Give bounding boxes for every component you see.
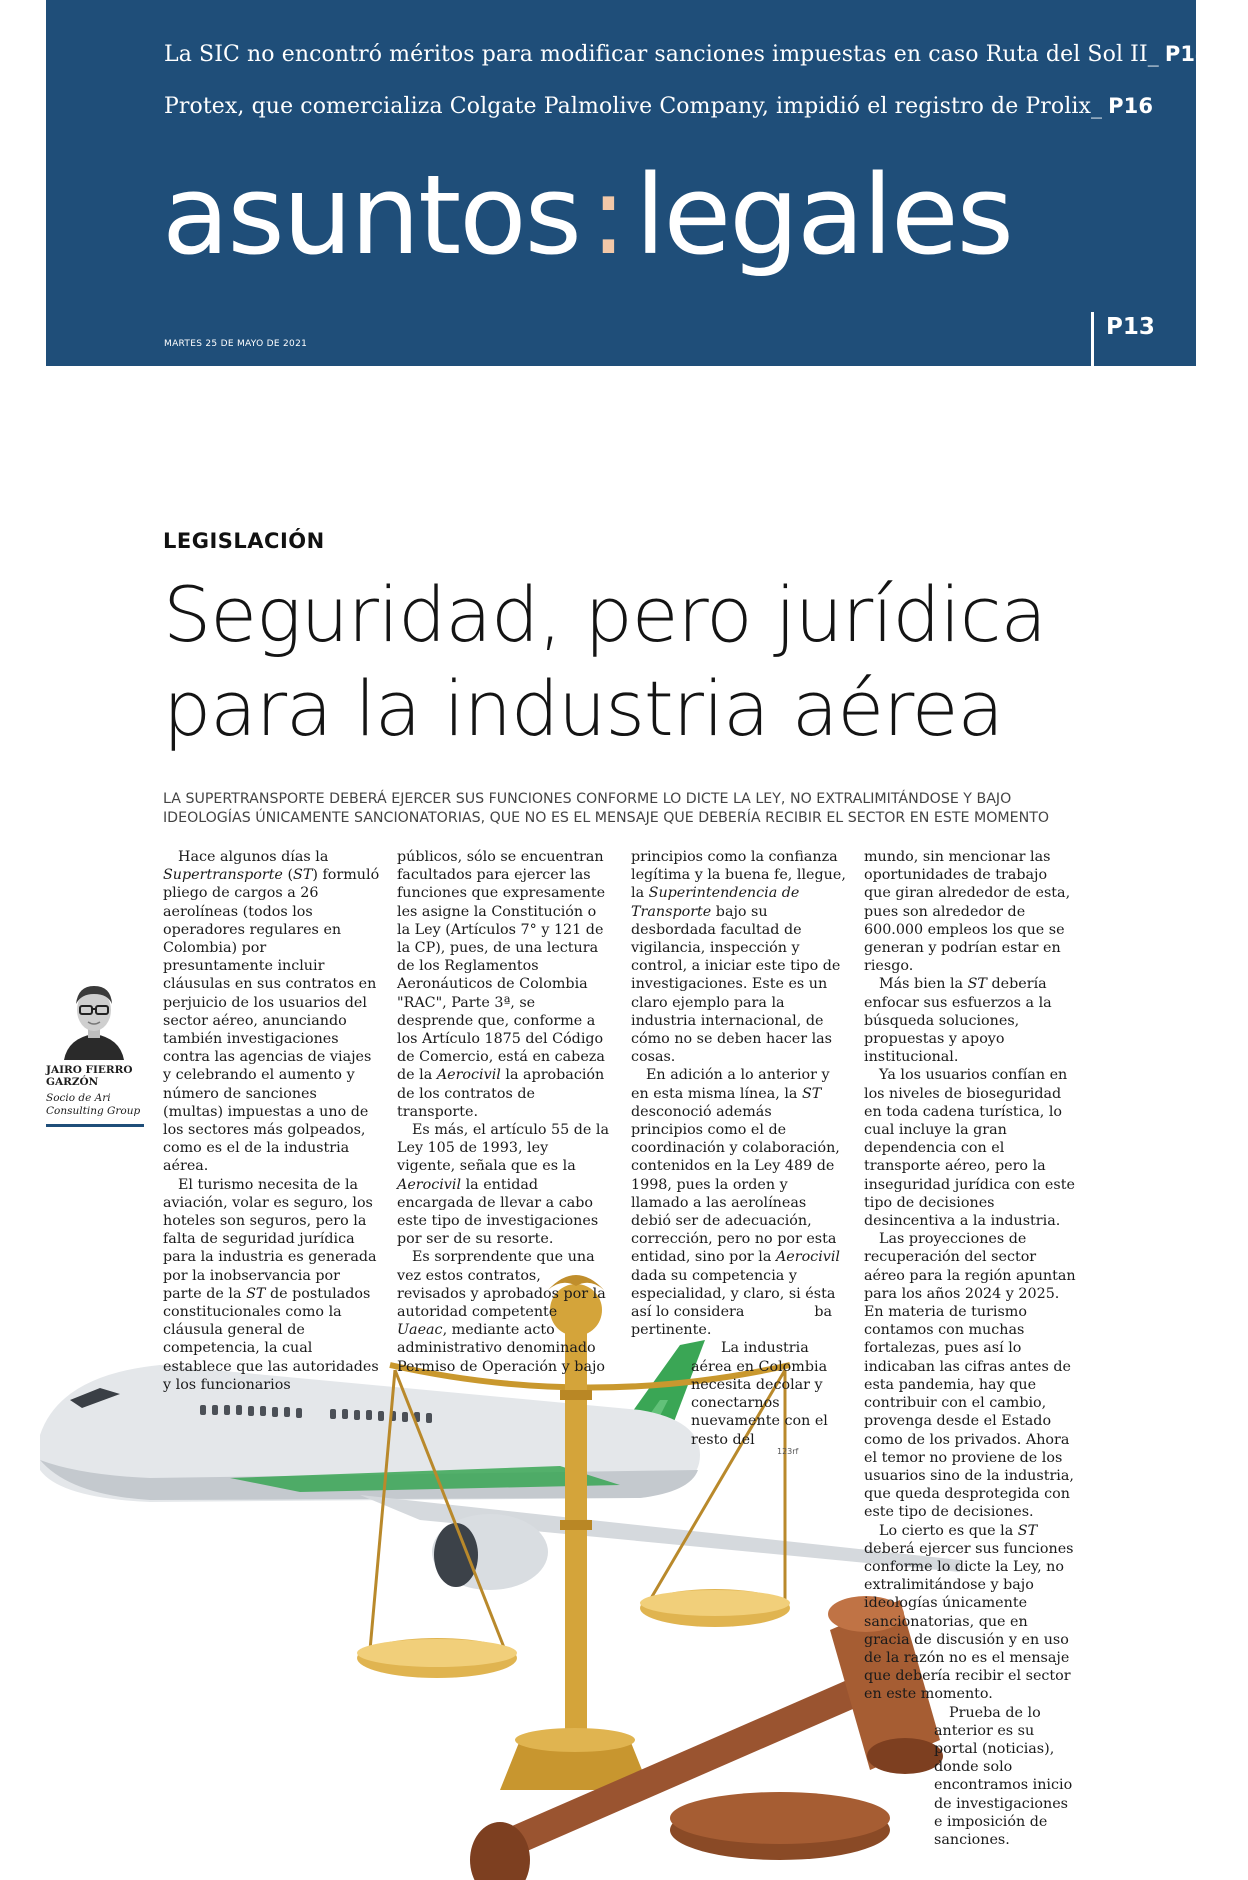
- headline-line-1: Seguridad, pero jurídica: [163, 570, 1047, 659]
- masthead-right: legales: [634, 151, 1012, 279]
- author-rule: [46, 1124, 144, 1127]
- teaser-1-page: P14-15: [1164, 42, 1248, 66]
- author-role: Socio de Ari Consulting Group: [46, 1092, 141, 1117]
- photo-credit: 123rf: [777, 1447, 799, 1456]
- article-column-4: mundo, sin mencionar las oportunidades de trabajo que giran alrededor de esta, pues son alrededor de 600.000 empleos los que se generan y podrían estar en riesgo. Más bien la ST debería enfocar sus esfuerzos a la búsqueda soluciones, propuestas y apoyo institucional. Ya los usuarios confían en los niveles de bioseguridad en toda cadena turística, lo cual incluye la gran dependencia con el transporte aéreo, pero la inseguridad jurídica con este tipo de decisiones desincentiva a la industria. Las proyecciones de recuperación del sector aéreo para la región apuntan para los años 2024 y 2025. En materia de turismo contamos con muchas fortalezas, pues así lo indicaban las cifras antes de esta pandemia, hay que contribuir con el cambio, provenga desde el Estado como de los privados. Ahora el temor no proviene de los usuarios sino de la industria, que queda desprotegida con este tipo de decisiones. Lo cierto es que la ST deberá ejercer sus funciones conforme lo dicte la Ley, no extralimitándose y bajo ideologías únicamente sancionatorias, que en gracia de discusión y en uso de la razón no es el mensaje que debería recibir el sector en este momento. Prueba de lo anterior es su portal (noticias), donde solo encontramos inicio de investigaciones e imposición de sanciones.: [864, 849, 1076, 1848]
- article-column-1: Hace algunos días la Supertransporte (ST) formuló pliego de cargos a 26 aerolíneas (todos los operadores regulares en Colombia) por presuntamente incluir cláusulas en sus contratos en perjuicio de los usuarios del sector aéreo, anunciando también investigaciones contra las agencias de viajes y celebrando el aumento y número de sanciones (multas) impuestas a uno de los sectores más golpeados, como es el de la industria aérea. El turismo necesita de la aviación, volar es seguro, los hoteles son seguros, pero la falta de seguridad jurídica para la industria es generada por la inobservancia por parte de la ST de postulados constitucionales como la cláusula general de competencia, la cual establece que las autoridades y los funcionarios: [163, 849, 380, 1393]
- article-column-3: principios como la confianza legítima y la buena fe, llegue, la Superintendencia de Transporte bajo su desbordada facultad de vigilancia, inspección y control, a iniciar este tipo de investigaciones. Este es un claro ejemplo para la industria internacional, de cómo no se deben hacer las cosas. En adición a lo anterior y en esta misma línea, la ST desconoció además principios como el de coordinación y colaboración, contenidos en la Ley 489 de 1998, pues la orden y llamado a las aerolíneas debió ser de adecuación, corrección, pero no por esta entidad, sino por la Aerocivil dada su competencia y especialidad, y claro, si ésta así lo considera ba pertinente. La industria aérea en Colombia necesita decolar y conectarnos nuevamente con el resto del: [631, 849, 846, 1448]
- masthead-colon: :: [589, 151, 625, 279]
- masthead-left: asuntos: [162, 151, 580, 279]
- teaser-1-text: La SIC no encontró méritos para modificar sanciones impuestas en caso Ruta del Sol II_: [164, 42, 1159, 67]
- teaser-1[interactable]: [164, 42, 1248, 67]
- masthead-logo: [162, 151, 1012, 279]
- headline-line-2: para la industria aérea: [163, 664, 1004, 753]
- teaser-2-text: Protex, que comercializa Colgate Palmolive Company, impidió el registro de Prolix_: [164, 94, 1103, 119]
- article-deck: LA SUPERTRANSPORTE DEBERÁ EJERCER SUS FUNCIONES CONFORME LO DICTE LA LEY, NO EXTRALIMITÁNDOSE Y BAJO IDEOLOGÍAS ÚNICAMENTE SANCIONATORIAS, QUE NO ES EL MENSAJE QUE DEBERÍA RECIBIR EL SECTOR EN ESTE MOMENTO: [163, 791, 1050, 826]
- author-photo: [54, 972, 134, 1060]
- author-name: JAIRO FIERRO GARZÓN: [46, 1064, 133, 1088]
- header-banner: [46, 0, 1248, 366]
- headline: [163, 568, 1123, 756]
- section-label: LEGISLACIÓN: [163, 529, 325, 553]
- page-number: P13: [1091, 312, 1155, 366]
- teaser-2[interactable]: [164, 94, 1153, 119]
- author-box: [46, 972, 144, 1127]
- article-column-2: públicos, sólo se encuentran facultados para ejercer las funciones que expresamente les asigne la Constitución o la Ley (Artículos 7° y 121 de la CP), pues, de una lectura de los Reglamentos Aeronáuticos de Colombia "RAC", Parte 3ª, se desprende que, conforme a los Artículo 1875 del Código de Comercio, está en cabeza de la Aerocivil la aprobación de los contratos de transporte. Es más, el artículo 55 de la Ley 105 de 1993, ley vigente, señala que es la Aerocivil la entidad encargada de llevar a cabo este tipo de investigaciones por ser de su resorte. Es sorprendente que una vez estos contratos, revisados y aprobados por la autoridad competente Uaeac, mediante acto administrativo denominado Permiso de Operación y bajo: [397, 849, 610, 1375]
- teaser-2-page: P16: [1108, 94, 1154, 118]
- issue-date: MARTES 25 DE MAYO DE 2021: [164, 339, 308, 349]
